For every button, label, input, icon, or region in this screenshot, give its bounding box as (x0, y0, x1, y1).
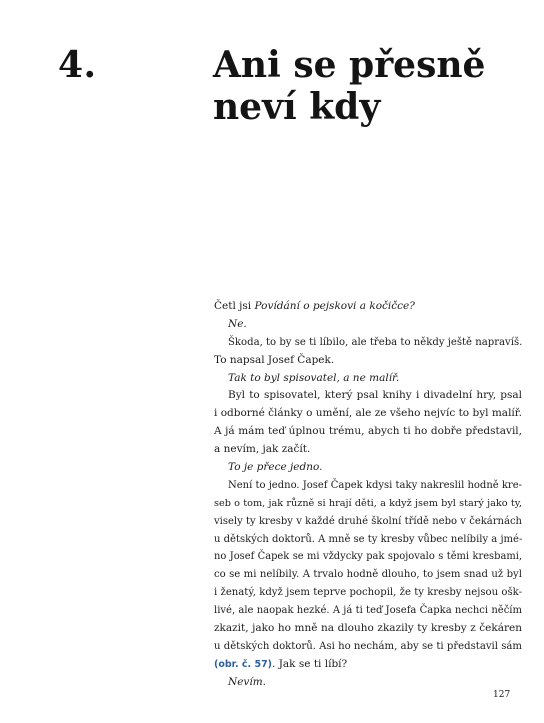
text-line: zkazit, jako ho mně na dlouho zkazily ty kresby z čekáren (214, 622, 522, 635)
chapter-number: 4. (58, 44, 97, 86)
text-line: A já mám teď úplnou trému, abych ti ho dobře představil, (214, 425, 522, 438)
text-line: Škoda, to by se ti líbilo, ale třeba to někdy ještě napravíš. (228, 336, 523, 348)
chapter-title-line-1: Ani se přesně (213, 44, 486, 86)
dialogue-reply: Tak to byl spisovatel, a ne malíř. (228, 371, 400, 384)
text-line (214, 316, 522, 334)
dialogue-reply: To je přece jedno. (228, 461, 323, 474)
dialogue-reply: Ne. (228, 317, 247, 330)
text-line: a nevím, jak začít. (214, 443, 311, 456)
book-title: Povídání o pejskovi a kočičce? (254, 300, 415, 312)
text-line: livé, ale naopak hezké. A já ti teď Josefa Čapka nechci něčím (214, 605, 522, 617)
text-span: . Jak se ti líbí? (272, 657, 348, 670)
text-line (214, 674, 522, 692)
text-line: Byl to spisovatel, který psal knihy i divadelní hry, psal (228, 389, 522, 402)
text-line: i ženatý, když jsem teprve pochopil, že ty kresby nejsou ošk- (214, 587, 522, 599)
text-line: To napsal Josef Čapek. (214, 353, 335, 366)
text-line: co se mi nelíbily. A trvalo hodně dlouho, to jsem snad už byl (214, 569, 522, 581)
text-line (214, 370, 522, 388)
text-line (214, 656, 522, 674)
dialogue-reply: Nevím. (228, 675, 266, 688)
chapter-title (213, 44, 523, 128)
text-line: seb o tom, jak různě si hrají děti, a když jsem byl starý jako ty, (214, 497, 522, 509)
chapter-title-line-2: neví kdy (213, 86, 381, 128)
text-line (214, 459, 522, 477)
text-line: i odborné články o umění, ale ze všeho nejvíc to byl malíř. (214, 407, 522, 420)
page-number: 127 (493, 690, 511, 700)
text-line (214, 298, 522, 316)
text-span: Četl jsi (214, 300, 255, 312)
text-line: u dětských doktorů. Asi ho nechám, aby se ti představil sám (214, 640, 522, 652)
text-line: visely ty kresby v každé druhé školní třídě nebo v čekárnách (214, 515, 522, 527)
text-line: u dětských doktorů. A mně se ty kresby vůbec nelíbily a jmé- (214, 533, 523, 545)
figure-reference-link[interactable]: (obr. č. 57) (214, 658, 273, 670)
text-line: no Josef Čapek se mi vždycky pak spojovalo s těmi kresbami, (214, 551, 522, 563)
body-text (214, 298, 522, 692)
text-line: Není to jedno. Josef Čapek kdysi taky nakreslil hodně kre- (228, 479, 522, 491)
